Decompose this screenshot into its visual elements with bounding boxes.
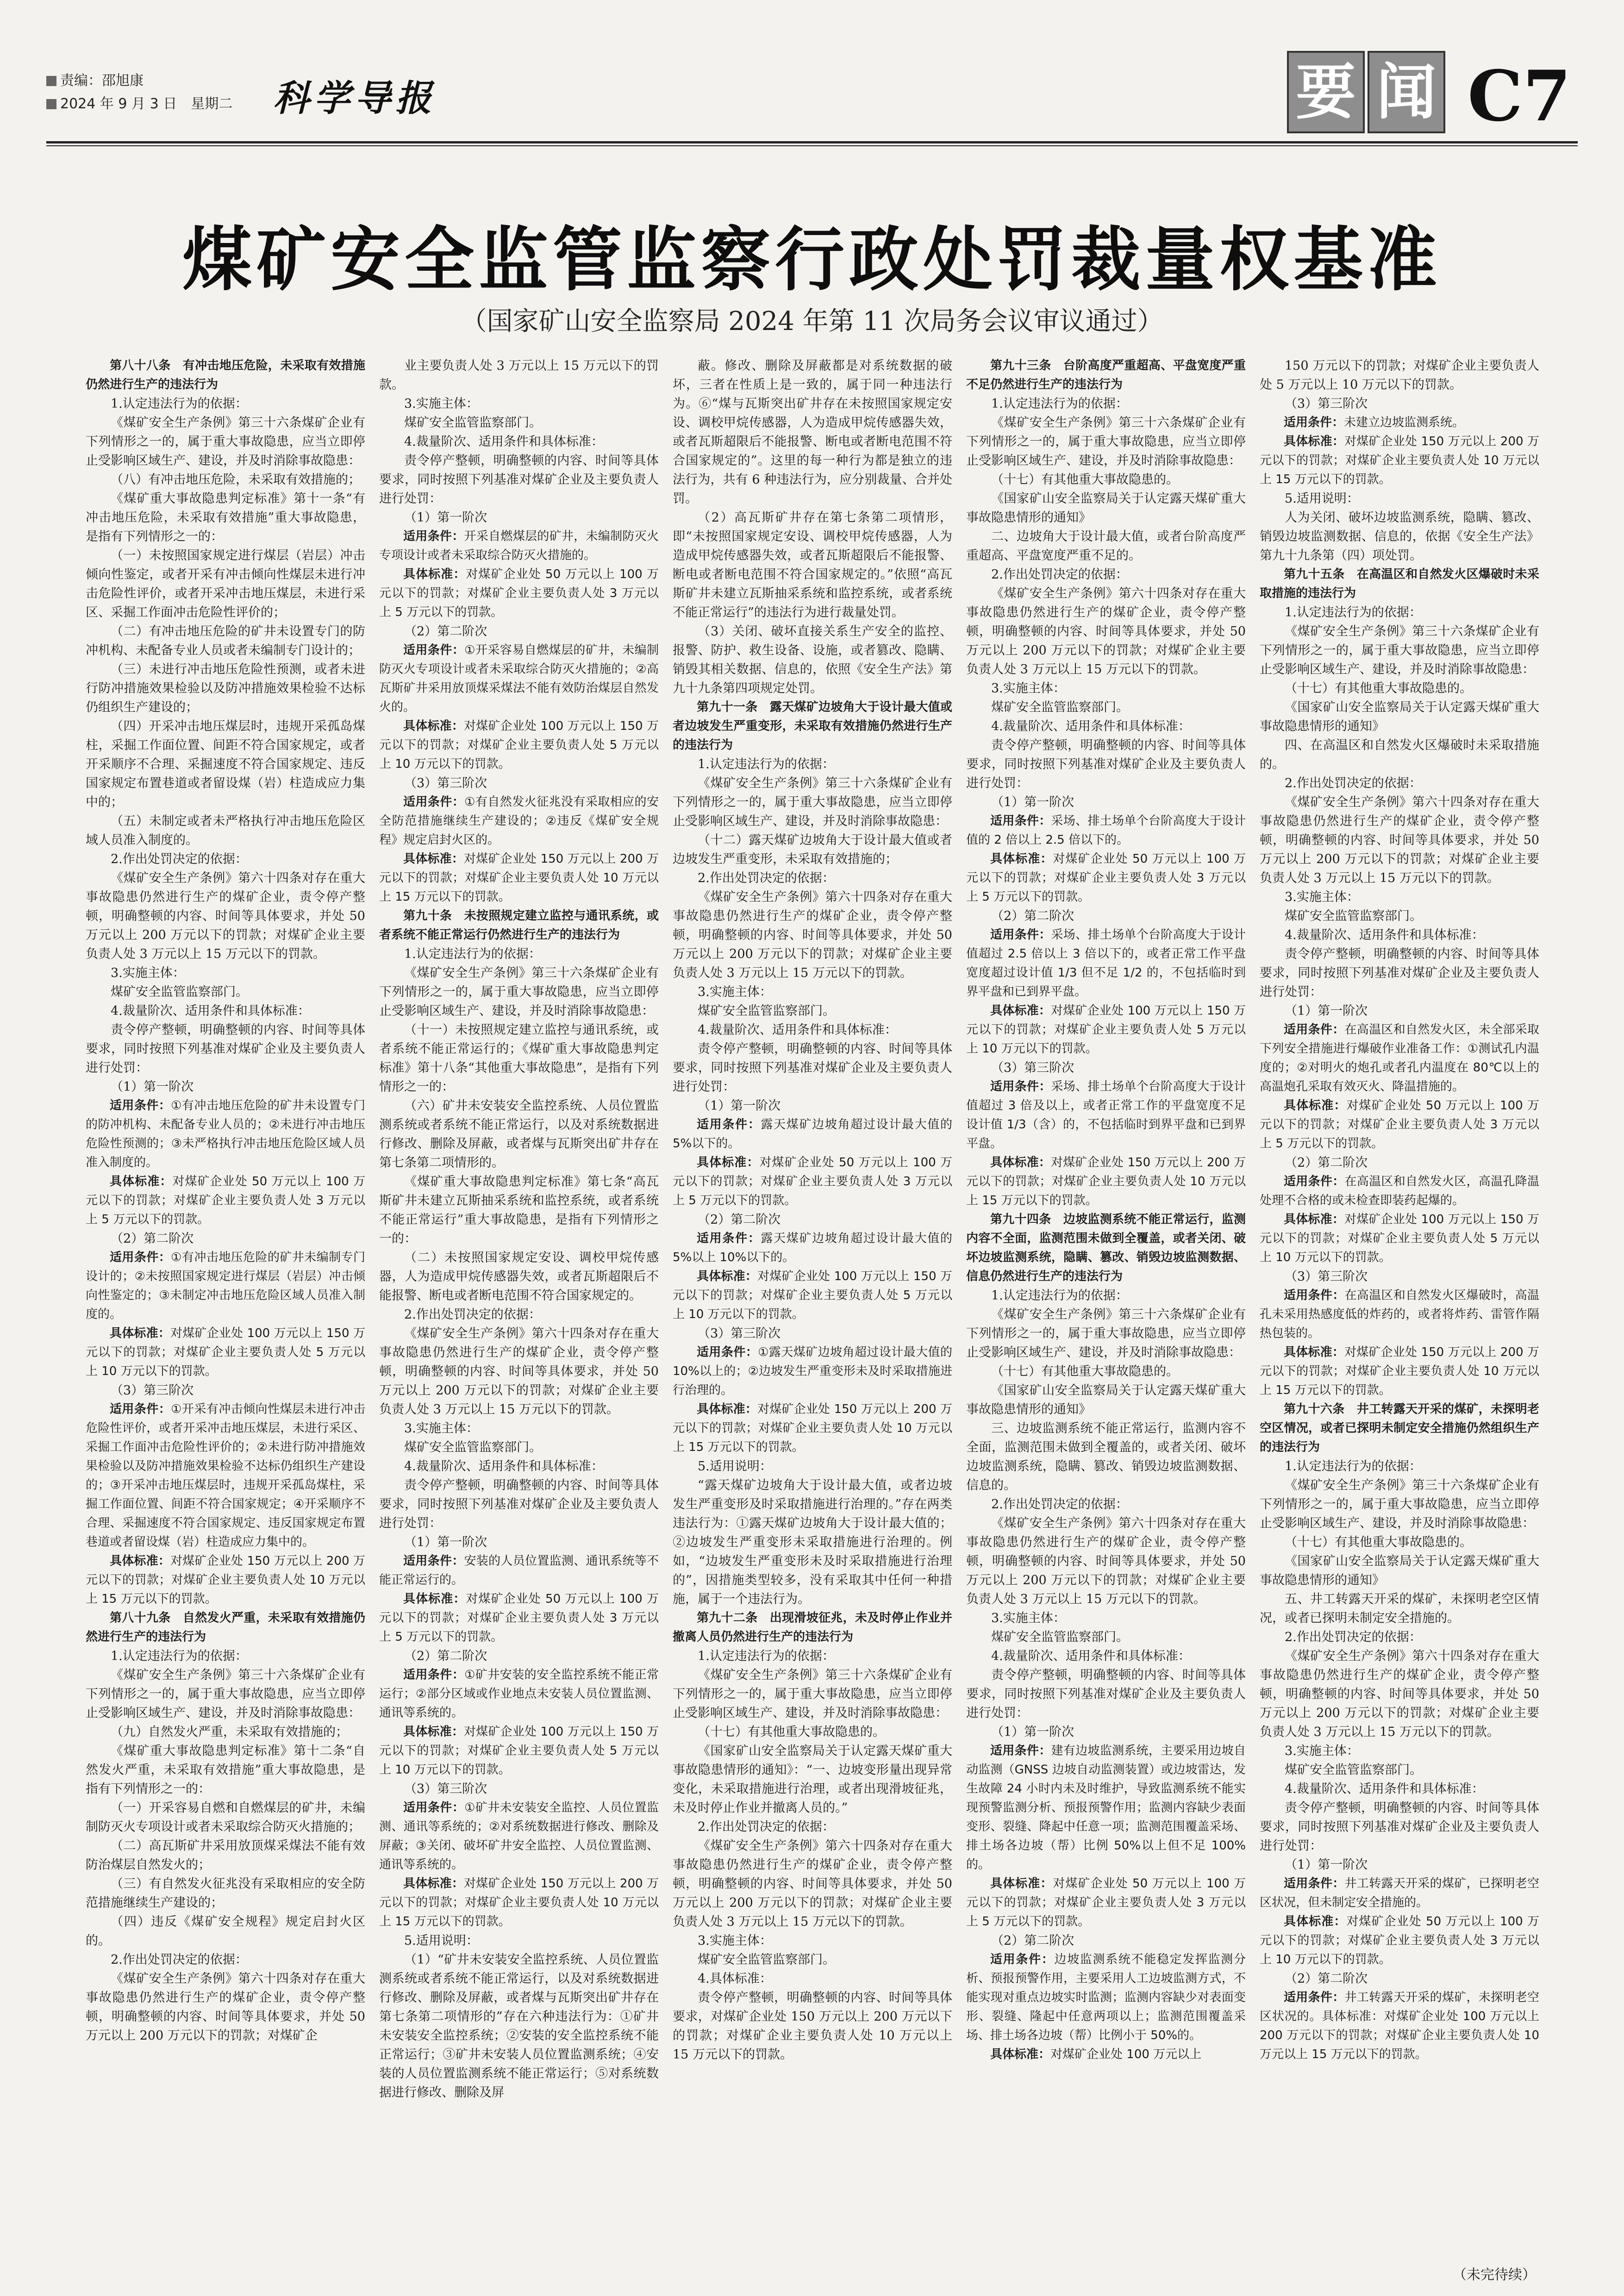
paragraph: 适用条件：①矿井未安装安全监控、人员位置监测、通讯等系统的；②对系统数据进行修改、删除及屏蔽；③关闭、破坏矿井安全监控、人员位置监测、通讯等系统的。 [379, 1801, 659, 1872]
paragraph: 煤矿安全监管监察部门。 [698, 1004, 835, 1018]
page-number: C7 [1468, 56, 1571, 137]
paragraph: 责令停产整顿，明确整顿的内容、时间等具体要求，同时按照下列基准对煤矿企业及主要负责人进行处罚： [1260, 1801, 1539, 1853]
paragraph: （3）第三阶次 [698, 1326, 781, 1341]
paragraph: 1.认定违法行为的依据： [1285, 605, 1422, 620]
article-heading: 第九十六条 井工转露天开采的煤矿，未探明老空区情况，或者已探明未制定安全措施仍然组织生产的违法行为 [1260, 1402, 1539, 1454]
article-heading: 第八十九条 自然发火严重，未采取有效措施仍然进行生产的违法行为 [86, 1611, 365, 1644]
paragraph: 适用条件：在高温区和自然发火区爆破时，高温孔未采用热感度低的炸药的，或者将炸药、雷管作隔热包装的。 [1260, 1288, 1539, 1340]
paragraph: 业主要负责人处 3 万元以上 15 万元以下的罚款。 [379, 359, 659, 392]
paragraph: 适用条件：①有冲击地压危险的矿井未设置专门的防冲机构、未配备专业人员的；②未进行冲击地压危险性预测的；③未严格执行冲击地压危险区域人员准入制度的。 [86, 1099, 365, 1170]
paragraph: 责令停产整顿，明确整顿的内容、时间等具体要求，同时按照下列基准对煤矿企业及主要负责人进行处罚： [966, 1668, 1246, 1720]
paragraph: 适用条件：①有冲击地压危险的矿井未编制专门设计的；②未按照国家规定进行煤层（岩层）冲击倾向性鉴定的；③未制定冲击地压危险区域人员准入制度的。 [86, 1251, 365, 1321]
paragraph: （3）第三阶次 [991, 1061, 1074, 1075]
paragraph: 具体标准：对煤矿企业处 150 万元以上 200 万元以下的罚款；对煤矿企业主要负责人处 10 万元以上 15 万元以下的罚款。 [1260, 435, 1539, 486]
paragraph: （三）未进行冲击地压危险性预测，或者未进行防冲措施效果检验以及防冲措施效果检验不达标仍组织生产建设的； [86, 662, 365, 715]
paragraph: （3）第三阶次 [404, 1782, 487, 1796]
paragraph: 《煤矿安全生产条例》第六十四条对存在重大事故隐患仍然进行生产的煤矿企业，责令停产整顿，明确整顿的内容、时间等具体要求，并处 50 万元以上 200 万元以下的罚款；对煤矿企业主要负责人处 3 万元以上 15 万元以下的罚款。 [966, 586, 1246, 677]
paragraph: （2）高瓦斯矿井存在第七条第二项情形，即“未按照国家规定安设、调校甲烷传感器，人为造成甲烷传感器失效，或者瓦斯超限后不能报警、断电或者断电范围不符合国家规定的。”依照“高瓦斯矿井未建立瓦斯抽采系统和监控系统，或者系统不能正常运行”的违法行为进行裁量处罚。 [673, 510, 952, 620]
paragraph: 《煤矿安全生产条例》第三十六条煤矿企业有下列情形之一的，属于重大事故隐患，应当立即停止受影响区域生产、建设，并及时消除事故隐患： [673, 776, 952, 828]
paragraph: （2）第二阶次 [1285, 1972, 1368, 1986]
paragraph: （十七）有其他重大事故隐患的。 [1285, 681, 1472, 696]
paragraph: 适用条件：①开采容易自燃煤层的矿井，未编制防灭火专项设计或者未采取综合防灭火措施的；②高瓦斯矿井采用放顶煤采煤法不能有效防治煤层自然发火的。 [379, 643, 659, 714]
paragraph: （二）高瓦斯矿井采用放顶煤采煤法不能有效防治煤层自然发火的； [86, 1839, 365, 1872]
paragraph: （2）第二阶次 [991, 1934, 1074, 1948]
paragraph: 具体标准：对煤矿企业处 100 万元以上 [990, 2047, 1202, 2061]
paragraph: 1.认定违法行为的依据： [1285, 1459, 1422, 1474]
paragraph: （2）第二阶次 [404, 1649, 487, 1663]
paragraph: 3.实施主体： [1285, 890, 1359, 904]
paragraph: 蔽。修改、删除及屏蔽都是对系统数据的破坏，三者在性质上是一致的，属于同一种违法行为。⑥“煤与瓦斯突出矿井存在未按照国家规定安设、调校甲烷传感器，人为造成甲烷传感器失效，或者瓦斯超限后不能报警、断电或者断电范围不符合国家规定的”。这里的每一种行为都是独立的违法行为，共有 6 种违法行为，应分别裁量、合并处罚。 [673, 359, 952, 506]
paragraph: 《煤矿安全生产条例》第三十六条煤矿企业有下列情形之一的，属于重大事故隐患，应当立即停止受影响区域生产、建设，并及时消除事故隐患： [673, 1668, 952, 1720]
paragraph: 适用条件：在高温区和自然发火区，高温孔降温处理不合格的或未检查即装药起爆的。 [1260, 1175, 1539, 1207]
paragraph: 《煤矿安全生产条例》第六十四条对存在重大事故隐患仍然进行生产的煤矿企业，责令停产整顿，明确整顿的内容、时间等具体要求，并处 50 万元以上 200 万元以下的罚款；对煤矿企业主要负责人处 3 万元以上 15 万元以下的罚款。 [673, 1839, 952, 1929]
paragraph: （九）自然发火严重，未采取有效措施的； [111, 1725, 348, 1739]
paragraph: （1）第一阶次 [698, 1099, 781, 1113]
paragraph: 《煤矿安全生产条例》第六十四条对存在重大事故隐患仍然进行生产的煤矿企业，责令停产整顿，明确整顿的内容、时间等具体要求，并处 50 万元以上 200 万元以下的罚款；对煤矿企业主要负责人处 3 万元以上 15 万元以下的罚款。 [966, 1516, 1246, 1606]
article-body [86, 356, 1539, 2254]
paragraph: 4.裁量阶次、适用条件和具体标准： [404, 1459, 604, 1474]
paragraph: 责令停产整顿，明确整顿的内容、时间等具体要求，同时按照下列基准对煤矿企业及主要负责人进行处罚： [379, 454, 659, 506]
paragraph: 适用条件：井工转露天开采的煤矿，未探明老空区状况的。具体标准：对煤矿企业处 100 万元以上 200 万元以下的罚款；对煤矿企业主要负责人处 10 万元以上 15 万元以下的罚款。 [1260, 1991, 1539, 2061]
bullet-square-icon [46, 99, 56, 109]
paragraph: 3.实施主体： [991, 1611, 1066, 1625]
paragraph: 适用条件：①开采有冲击倾向性煤层未进行冲击危险性评价，或者开采冲击地压煤层，未进行采区、采掘工作面冲击危险性评价的；②未进行防冲措施效果检验以及防冲措施效果检验不达标仍组织生产建设的；③开采冲击地压煤层时，违规开采孤岛煤柱，采掘工作面位置、间距不符合国家规定；④开采顺序不合理、采掘速度不符合国家规定、违反国家规定布置巷道或者留设煤（岩）柱造成应力集中的。 [86, 1402, 365, 1549]
editor-line: 责编：邵旭康 [60, 73, 144, 89]
paragraph: （二）未按照国家规定安设、调校甲烷传感器，人为造成甲烷传感器失效，或者瓦斯超限后不能报警、断电或者断电范围不符合国家规定的。 [379, 1251, 659, 1303]
paragraph: 适用条件：采场、排土场单个台阶高度大于设计值的 2 倍以上 2.5 倍以下的。 [966, 814, 1246, 847]
paragraph: 责令停产整顿，明确整顿的内容、时间等具体要求，同时按照下列基准对煤矿企业及主要负责人进行处罚： [86, 1023, 365, 1075]
continued-note: （未完待续） [1453, 2267, 1536, 2283]
paragraph: 3.实施主体： [404, 1421, 479, 1436]
paragraph: （十七）有其他重大事故隐患的。 [991, 473, 1179, 487]
paragraph: 4.裁量阶次、适用条件和具体标准： [698, 1023, 897, 1037]
paragraph: 3.实施主体： [1285, 1744, 1359, 1758]
paragraph: 具体标准：对煤矿企业处 50 万元以上 100 万元以下的罚款；对煤矿企业主要负责人处 3 万元以上 5 万元以下的罚款。 [86, 1175, 365, 1226]
paragraph: （四）违反《煤矿安全规程》规定启封火区的。 [86, 1915, 365, 1948]
paragraph: （十一）未按照规定建立监控与通讯系统，或者系统不能正常运行的；《煤矿重大事故隐患判定标准》第十八条“其他重大事故隐患”，是指有下列情形之一的： [379, 1023, 659, 1094]
paragraph: 1.认定违法行为的依据： [698, 757, 835, 772]
paragraph: 具体标准：对煤矿企业处 100 万元以上 150 万元以下的罚款；对煤矿企业主要负责人处 5 万元以上 10 万元以下的罚款。 [86, 1326, 365, 1378]
bullet-square-icon [46, 76, 56, 86]
paragraph: 《煤矿安全生产条例》第三十六条煤矿企业有下列情形之一的，属于重大事故隐患，应当立即停止受影响区域生产、建设，并及时消除事故隐患： [1260, 624, 1539, 677]
paragraph: （十七）有其他重大事故隐患的。 [698, 1725, 885, 1739]
paragraph: 2.作出处罚决定的依据： [1285, 776, 1422, 790]
paragraph: 适用条件：①矿井安装的安全监控系统不能正常运行；②部分区域或作业地点未安装人员位置监测、通讯等系统的。 [379, 1668, 659, 1720]
article-subtitle: （国家矿山安全监察局 2024 年第 11 次局务会议审议通过） [461, 306, 1163, 336]
paragraph: 具体标准：对煤矿企业处 150 万元以上 200 万元以下的罚款；对煤矿企业主要负责人处 10 万元以上 15 万元以下的罚款。 [1260, 1345, 1539, 1397]
paragraph: 具体标准：对煤矿企业处 100 万元以上 150 万元以下的罚款；对煤矿企业主要负责人处 5 万元以上 10 万元以下的罚款。 [379, 1725, 659, 1777]
paragraph: 《煤矿重大事故隐患判定标准》第十一条“有冲击地压危险，未采取有效措施”重大事故隐患，是指有下列情形之一的： [86, 492, 365, 544]
paragraph: 具体标准：对煤矿企业处 50 万元以上 100 万元以下的罚款；对煤矿企业主要负责人处 3 万元以上 5 万元以下的罚款。 [379, 1592, 659, 1644]
paragraph: 3.实施主体： [111, 966, 185, 980]
text-column [379, 356, 659, 2254]
text-column [1260, 356, 1539, 2254]
paragraph: （六）矿井未安装安全监控系统、人员位置监测系统或者系统不能正常运行，以及对系统数据进行修改、删除及屏蔽，或者煤与瓦斯突出矿井存在第七条第二项情形的。 [379, 1099, 659, 1170]
article-heading: 第九十二条 出现滑坡征兆，未及时停止作业并撤离人员仍然进行生产的违法行为 [673, 1611, 952, 1644]
paragraph: 《国家矿山安全监察局关于认定露天煤矿重大事故隐患情形的通知》 [1260, 700, 1539, 734]
paragraph: 3.实施主体： [991, 681, 1066, 696]
paragraph: 适用条件：①露天煤矿边坡角超过设计最大值的 10%以上的；②边坡发生严重变形未及时采取措施进行治理的。 [673, 1345, 952, 1397]
paragraph: 具体标准：对煤矿企业处 50 万元以上 100 万元以下的罚款；对煤矿企业主要负责人处 3 万元以上 10 万元以下的罚款。 [1260, 1915, 1539, 1966]
paragraph: 1.认定违法行为的依据： [991, 397, 1128, 411]
paragraph: 2.作出处罚决定的依据： [698, 871, 835, 885]
paragraph: （2）第二阶次 [1285, 1156, 1368, 1170]
paragraph: （1）第一阶次 [404, 510, 487, 525]
article-heading: 第九十四条 边坡监测系统不能正常运行，监测内容不全面，监测范围未做到全覆盖，或者关闭、破坏边坡监测系统，隐瞒、篡改、销毁边坡监测数据、信息仍然进行生产的违法行为 [966, 1213, 1246, 1283]
paragraph: 《国家矿山安全监察局关于认定露天煤矿重大事故隐患情形的通知》 [1260, 1554, 1539, 1587]
paragraph: 具体标准：对煤矿企业处 50 万元以上 100 万元以下的罚款；对煤矿企业主要负责人处 3 万元以上 5 万元以下的罚款。 [966, 1877, 1246, 1929]
paragraph: 煤矿安全监管监察部门。 [991, 700, 1129, 715]
paragraph: 责令停产整顿，明确整顿的内容、时间等具体要求，同时按照下列基准对煤矿企业及主要负责人进行处罚： [966, 738, 1246, 790]
paragraph: （3）第三阶次 [1285, 397, 1368, 411]
paragraph: （1）第一阶次 [404, 1535, 487, 1549]
paragraph: （1）第一阶次 [1285, 1858, 1368, 1872]
paragraph: 《煤矿安全生产条例》第三十六条煤矿企业有下列情形之一的，属于重大事故隐患，应当立即停止受影响区域生产、建设，并及时消除事故隐患： [966, 416, 1246, 468]
paragraph: 人为关闭、破坏边坡监测系统，隐瞒、篡改、销毁边坡监测数据、信息的，依据《安全生产法》第九十九条第（四）项处罚。 [1260, 510, 1539, 563]
paragraph: 3.实施主体： [404, 397, 479, 411]
paragraph: 《煤矿安全生产条例》第六十四条对存在重大事故隐患仍然进行生产的煤矿企业，责令停产整顿，明确整顿的内容、时间等具体要求，并处 50 万元以上 200 万元以下的罚款；对煤矿企 [86, 1972, 365, 2043]
paragraph: 《煤矿安全生产条例》第六十四条对存在重大事故隐患仍然进行生产的煤矿企业，责令停产整顿，明确整顿的内容、时间等具体要求，并处 50 万元以上 200 万元以下的罚款；对煤矿企业主要负责人处 3 万元以上 15 万元以下的罚款。 [1260, 1649, 1539, 1739]
paragraph: （1）第一阶次 [991, 795, 1074, 809]
paragraph: 煤矿安全监管监察部门。 [698, 1953, 835, 1967]
section-char: 闻 [1368, 51, 1445, 133]
paragraph: 适用条件：安装的人员位置监测、通讯系统等不能正常运行的。 [379, 1554, 659, 1587]
paragraph: （3）关闭、破坏直接关系生产安全的监控、报警、防护、救生设备、设施，或者篡改、隐瞒、销毁其相关数据、信息的，依照《安全生产法》第九十九条第四项规定处罚。 [673, 624, 952, 696]
paragraph: 适用条件：在高温区和自然发火区，未全部采取下列安全措施进行爆破作业准备工作：①测试孔内温度的；②对明火的炮孔或者孔内温度在 80℃以上的高温炮孔采取有效灭火、降温措施的。 [1260, 1023, 1539, 1094]
paragraph: 适用条件：①有自然发火征兆没有采取相应的安全防范措施继续生产建设的；②违反《煤矿安全规程》规定启封火区的。 [379, 795, 659, 847]
paragraph: 适用条件：开采自燃煤层的矿井，未编制防灭火专项设计或者未采取综合防灭火措施的。 [379, 529, 659, 562]
paragraph: 1.认定违法行为的依据： [991, 1288, 1128, 1303]
paragraph: （2）第二阶次 [111, 1232, 194, 1246]
paragraph: 煤矿安全监管监察部门。 [404, 416, 542, 430]
paragraph: 四、在高温区和自然发火区爆破时未采取措施的。 [1260, 738, 1539, 772]
paragraph: 《煤矿安全生产条例》第六十四条对存在重大事故隐患仍然进行生产的煤矿企业，责令停产整顿，明确整顿的内容、时间等具体要求，并处 50 万元以上 200 万元以下的罚款；对煤矿企业主要负责人处 3 万元以上 15 万元以下的罚款。 [86, 871, 365, 961]
paragraph: 煤矿安全监管监察部门。 [1285, 1763, 1422, 1777]
paragraph: 煤矿安全监管监察部门。 [991, 1630, 1129, 1644]
article-heading: 第八十八条 有冲击地压危险，未采取有效措施仍然进行生产的违法行为 [86, 359, 365, 392]
paragraph: 适用条件：露天煤矿边坡角超过设计最大值的 5%以下的。 [673, 1118, 952, 1151]
paragraph: “露天煤矿边坡角大于设计最大值，或者边坡发生严重变形及时采取措施进行治理的。”存在两类违法行为：①露天煤矿边坡角大于设计最大值的；②边坡发生严重变形未采取措施进行治理的。例如，“边坡发生严重变形未及时采取措施进行治理的”，因措施类型较多，没有采取其中任何一种措施，属于一个违法行为。 [673, 1478, 952, 1606]
edition-meta [46, 69, 232, 116]
paragraph: 4.裁量阶次、适用条件和具体标准： [1285, 928, 1484, 942]
section-label [1287, 51, 1448, 133]
paragraph: 《煤矿安全生产条例》第六十四条对存在重大事故隐患仍然进行生产的煤矿企业，责令停产整顿，明确整顿的内容、时间等具体要求，并处 50 万元以上 200 万元以下的罚款；对煤矿企业主要负责人处 3 万元以上 15 万元以下的罚款。 [1260, 795, 1539, 885]
paragraph: 具体标准：对煤矿企业处 50 万元以上 100 万元以下的罚款；对煤矿企业主要负责人处 3 万元以上 5 万元以下的罚款。 [673, 1156, 952, 1207]
paragraph: 5.适用说明： [1285, 492, 1359, 506]
text-column [86, 356, 365, 2254]
paragraph: （二）有冲击地压危险的矿井未设置专门的防冲机构、未配备专业人员或者未编制专门设计的； [86, 624, 365, 658]
paragraph: 具体标准：对煤矿企业处 50 万元以上 100 万元以下的罚款；对煤矿企业主要负责人处 3 万元以上 5 万元以下的罚款。 [966, 852, 1246, 904]
paragraph: （一）未按照国家规定进行煤层（岩层）冲击倾向性鉴定，或者开采有冲击倾向性煤层未进行冲击危险性评价，或者开采冲击地压煤层，未进行采区、采掘工作面冲击危险性评价的； [86, 548, 365, 620]
paragraph: 具体标准：对煤矿企业处 100 万元以上 150 万元以下的罚款；对煤矿企业主要负责人处 5 万元以上 10 万元以下的罚款。 [966, 1004, 1246, 1056]
paragraph: 3.实施主体： [698, 985, 772, 999]
paragraph: 4.裁量阶次、适用条件和具体标准： [111, 1004, 310, 1018]
paragraph: 4.具体标准： [698, 1972, 772, 1986]
paragraph: 具体标准：对煤矿企业处 50 万元以上 100 万元以下的罚款；对煤矿企业主要负责人处 3 万元以上 5 万元以下的罚款。 [1260, 1099, 1539, 1151]
paragraph: 适用条件：井工转露天开采的煤矿，已探明老空区状况，但未制定安全措施的。 [1260, 1877, 1539, 1910]
paragraph: 4.裁量阶次、适用条件和具体标准： [1285, 1782, 1484, 1796]
paragraph: 1.认定违法行为的依据： [404, 947, 541, 961]
paragraph: 2.作出处罚决定的依据： [991, 1497, 1128, 1512]
article-title: 煤矿安全监管监察行政处罚裁量权基准 [182, 220, 1442, 300]
paragraph: 《煤矿重大事故隐患判定标准》第十二条“自然发火严重，未采取有效措施”重大事故隐患，是指有下列情形之一的： [86, 1744, 365, 1796]
paragraph: 1.认定违法行为的依据： [111, 1649, 248, 1663]
paragraph: 2.作出处罚决定的依据： [404, 1307, 541, 1322]
paragraph: （十七）有其他重大事故隐患的。 [991, 1364, 1179, 1379]
paragraph: （1）第一阶次 [111, 1080, 194, 1094]
paragraph: 责令停产整顿，明确整顿的内容、时间等具体要求，同时按照下列基准对煤矿企业及主要负责人进行处罚： [1260, 947, 1539, 999]
paragraph: 《煤矿重大事故隐患判定标准》第七条“高瓦斯矿井未建立瓦斯抽采系统和监控系统，或者系统不能正常运行”重大事故隐患，是指有下列情形之一的： [379, 1175, 659, 1246]
paragraph: 1.认定违法行为的依据： [111, 397, 248, 411]
paragraph: 《国家矿山安全监察局关于认定露天煤矿重大事故隐患情形的通知》 [966, 1383, 1246, 1417]
paragraph: （3）第三阶次 [1285, 1269, 1368, 1284]
paragraph: 《煤矿安全生产条例》第六十四条对存在重大事故隐患仍然进行生产的煤矿企业，责令停产整顿，明确整顿的内容、时间等具体要求，并处 50 万元以上 200 万元以下的罚款；对煤矿企业主要负责人处 3 万元以上 15 万元以下的罚款。 [379, 1326, 659, 1417]
paragraph: 责令停产整顿，明确整顿的内容、时间等具体要求，同时按照下列基准对煤矿企业及主要负责人进行处罚： [673, 1042, 952, 1094]
paragraph: 适用条件：露天煤矿边坡角超过设计最大值的 5%以上 10%以下的。 [673, 1232, 952, 1264]
paragraph: 《煤矿安全生产条例》第三十六条煤矿企业有下列情形之一的，属于重大事故隐患，应当立即停止受影响区域生产、建设，并及时消除事故隐患： [1260, 1478, 1539, 1531]
paragraph: 5.适用说明： [404, 1934, 479, 1948]
paragraph: （一）开采容易自燃和自燃煤层的矿井，未编制防灭火专项设计或者未采取综合防灭火措施的； [86, 1801, 365, 1834]
paragraph: （2）第二阶次 [698, 1213, 781, 1227]
text-column [673, 356, 952, 2254]
paragraph: （3）第三阶次 [111, 1383, 194, 1398]
paragraph: 煤矿安全监管监察部门。 [111, 985, 248, 999]
paragraph: （3）第三阶次 [404, 776, 487, 790]
paragraph: 具体标准：对煤矿企业处 150 万元以上 200 万元以下的罚款；对煤矿企业主要负责人处 10 万元以上 15 万元以下的罚款。 [673, 1402, 952, 1454]
paragraph: 适用条件：建有边坡监测系统，主要采用边坡自动监测（GNSS 边坡自动监测装置）或边坡雷达，发生故障 24 小时内未及时维护，导致监测系统不能实现预警监测分析、预报预警作用；监测内容缺少表面变形、裂缝、降起中任意一项；监测范围覆盖采场、排土场各边坡（帮）比例 50%以上但不足 100%的。 [966, 1744, 1246, 1872]
paragraph: 《国家矿山安全监察局关于认定露天煤矿重大事故隐患情形的通知》 [966, 492, 1246, 525]
paragraph: 具体标准：对煤矿企业处 100 万元以上 150 万元以下的罚款；对煤矿企业主要负责人处 5 万元以上 10 万元以下的罚款。 [379, 719, 659, 771]
paragraph: 具体标准：对煤矿企业处 150 万元以上 200 万元以下的罚款；对煤矿企业主要负责人处 10 万元以上 15 万元以下的罚款。 [379, 1877, 659, 1929]
paragraph: 5.适用说明： [698, 1459, 772, 1474]
paragraph: 4.裁量阶次、适用条件和具体标准： [991, 1649, 1191, 1663]
paragraph: 《煤矿安全生产条例》第三十六条煤矿企业有下列情形之一的，属于重大事故隐患，应当立即停止受影响区域生产、建设，并及时消除事故隐患： [379, 966, 659, 1018]
paragraph: 具体标准：对煤矿企业处 150 万元以上 200 万元以下的罚款；对煤矿企业主要负责人处 10 万元以上 15 万元以下的罚款。 [86, 1554, 365, 1606]
paragraph: 具体标准：对煤矿企业处 150 万元以上 200 万元以下的罚款；对煤矿企业主要负责人处 10 万元以上 15 万元以下的罚款。 [379, 852, 659, 904]
paragraph: 《煤矿安全生产条例》第三十六条煤矿企业有下列情形之一的，属于重大事故隐患，应当立即停止受影响区域生产、建设，并及时消除事故隐患： [966, 1307, 1246, 1360]
paragraph: 《煤矿安全生产条例》第六十四条对存在重大事故隐患仍然进行生产的煤矿企业，责令停产整顿，明确整顿的内容、时间等具体要求，并处 50 万元以上 200 万元以下的罚款；对煤矿企业主要负责人处 3 万元以上 15 万元以下的罚款。 [673, 890, 952, 980]
paragraph: 煤矿安全监管监察部门。 [404, 1440, 542, 1455]
article-heading: 第九十一条 露天煤矿边坡角大于设计最大值或者边坡发生严重变形，未采取有效措施仍然进行生产的违法行为 [673, 700, 952, 752]
text-column [966, 356, 1246, 2254]
paragraph: 150 万元以下的罚款；对煤矿企业主要负责人处 5 万元以上 10 万元以下的罚款。 [1260, 359, 1539, 392]
paragraph: （五）未制定或者未严格执行冲击地压危险区域人员准入制度的。 [86, 814, 365, 847]
paragraph: 具体标准：对煤矿企业处 100 万元以上 150 万元以下的罚款；对煤矿企业主要负责人处 5 万元以上 10 万元以下的罚款。 [673, 1269, 952, 1321]
section-char: 要 [1287, 51, 1365, 133]
paragraph: 2.作出处罚决定的依据： [111, 852, 248, 866]
paragraph: 适用条件：未建立边坡监测系统。 [1284, 416, 1465, 429]
paragraph: 3.实施主体： [698, 1934, 772, 1948]
paragraph: 1.认定违法行为的依据： [698, 1649, 835, 1663]
date-line: 2024 年 9 月 3 日 星期二 [60, 96, 233, 112]
paragraph: 适用条件：采场、排土场单个台阶高度大于设计值超过 3 倍及以上，或者正常工作的平盘宽度不足设计值 1/3（含）的，不包括临时到界平盘和已到界平盘。 [966, 1080, 1246, 1151]
newspaper-logo: 科学导报 [273, 77, 437, 119]
paragraph: 4.裁量阶次、适用条件和具体标准： [404, 435, 604, 449]
paragraph: 责令停产整顿，明确整顿的内容、时间等具体要求，对煤矿企业处 150 万元以上 200 万元以下的罚款；对煤矿企业主要负责人处 10 万元以上 15 万元以下的罚款。 [673, 1991, 952, 2062]
paragraph: 责令停产整顿，明确整顿的内容、时间等具体要求，同时按照下列基准对煤矿企业及主要负责人进行处罚： [379, 1478, 659, 1531]
paragraph: 具体标准：对煤矿企业处 150 万元以上 200 万元以下的罚款；对煤矿企业主要负责人处 10 万元以上 15 万元以下的罚款。 [966, 1156, 1246, 1207]
paragraph: 《煤矿安全生产条例》第三十六条煤矿企业有下列情形之一的，属于重大事故隐患，应当立即停止受影响区域生产、建设，并及时消除事故隐患： [86, 1668, 365, 1720]
paragraph: 具体标准：对煤矿企业处 50 万元以上 100 万元以下的罚款；对煤矿企业主要负责人处 3 万元以上 5 万元以下的罚款。 [379, 567, 659, 619]
paragraph: 适用条件：采场、排土场单个台阶高度大于设计值超过 2.5 倍以上 3 倍以下的，或者正常工作平盘宽度超过设计值 1/3 但不足 1/2 的，不包括临时到界平盘和已到界平盘。 [966, 928, 1246, 999]
header-rule [46, 145, 1578, 146]
article-heading: 第九十三条 台阶高度严重超高、平盘宽度严重不足仍然进行生产的违法行为 [966, 359, 1246, 392]
paragraph: 《煤矿安全生产条例》第三十六条煤矿企业有下列情形之一的，属于重大事故隐患，应当立即停止受影响区域生产、建设，并及时消除事故隐患： [86, 416, 365, 468]
paragraph: 2.作出处罚决定的依据： [111, 1953, 248, 1967]
paragraph: （十七）有其他重大事故隐患的。 [1285, 1535, 1472, 1549]
masthead [0, 0, 1624, 153]
article-heading: 第九十五条 在高温区和自然发火区爆破时未采取措施的违法行为 [1260, 567, 1539, 600]
paragraph: 二、边坡角大于设计最大值，或者台阶高度严重超高、平盘宽度严重不足的。 [966, 529, 1246, 563]
header-rule [46, 141, 1578, 143]
paragraph: 适用条件：边坡监测系统不能稳定发挥监测分析、预报预警作用，主要采用人工边坡监测方式，不能实现对重点边坡实时监测；监测内容缺少对表面变形、裂缝、隆起中任意两项以上；监测范围覆盖采场、排土场各边坡（帮）比例小于 50%的。 [966, 1953, 1246, 2042]
paragraph: （1）“矿井未安装安全监控系统、人员位置监测系统或者系统不能正常运行，以及对系统数据进行修改、删除及屏蔽，或者煤与瓦斯突出矿井存在第七条第二项情形的”存在六种违法行为：①矿井未安装安全监控系统；②安装的安全监控系统不能正常运行；③矿井未安装人员位置监测系统；④安装的人员位置监测系统不能正常运行；⑤对系统数据进行修改、删除及屏 [379, 1953, 659, 2100]
paragraph: （2）第二阶次 [404, 624, 487, 639]
paragraph: 4.裁量阶次、适用条件和具体标准： [991, 719, 1191, 734]
paragraph: 2.作出处罚决定的依据： [698, 1820, 835, 1834]
paragraph: （1）第一阶次 [1285, 1004, 1368, 1018]
paragraph: （三）有自然发火征兆没有采取相应的安全防范措施继续生产建设的； [86, 1877, 365, 1910]
paragraph: （四）开采冲击地压煤层时，违规开采孤岛煤柱，采掘工作面位置、间距不符合国家规定，或者开采顺序不合理、采掘速度不符合国家规定、违反国家规定布置巷道或者留设煤（岩）柱造成应力集中的； [86, 719, 365, 809]
paragraph: 《国家矿山安全监察局关于认定露天煤矿重大事故隐患情形的通知》：“一、边坡变形量出现异常变化，未采取措施进行治理，或者出现滑坡征兆，未及时停止作业并撤离人员的。” [673, 1744, 952, 1815]
article-heading: 第九十条 未按照规定建立监控与通讯系统，或者系统不能正常运行仍然进行生产的违法行为 [379, 909, 659, 942]
paragraph: 2.作出处罚决定的依据： [1285, 1630, 1422, 1644]
paragraph: （八）有冲击地压危险，未采取有效措施的； [111, 473, 361, 487]
paragraph: 2.作出处罚决定的依据： [991, 567, 1128, 582]
paragraph: （1）第一阶次 [991, 1725, 1074, 1739]
paragraph: 三、边坡监测系统不能正常运行，监测内容不全面，监测范围未做到全覆盖的，或者关闭、破坏边坡监测系统，隐瞒、篡改、销毁边坡监测数据、信息的。 [966, 1421, 1246, 1493]
paragraph: 煤矿安全监管监察部门。 [1285, 909, 1422, 923]
paragraph: 五、井工转露天开采的煤矿，未探明老空区情况，或者已探明未制定安全措施的。 [1260, 1592, 1539, 1625]
paragraph: （十二）露天煤矿边坡角大于设计最大值或者边坡发生严重变形，未采取有效措施的； [673, 833, 952, 866]
paragraph: 具体标准：对煤矿企业处 100 万元以上 150 万元以下的罚款；对煤矿企业主要负责人处 5 万元以上 10 万元以下的罚款。 [1260, 1213, 1539, 1264]
paragraph: （2）第二阶次 [991, 909, 1074, 923]
